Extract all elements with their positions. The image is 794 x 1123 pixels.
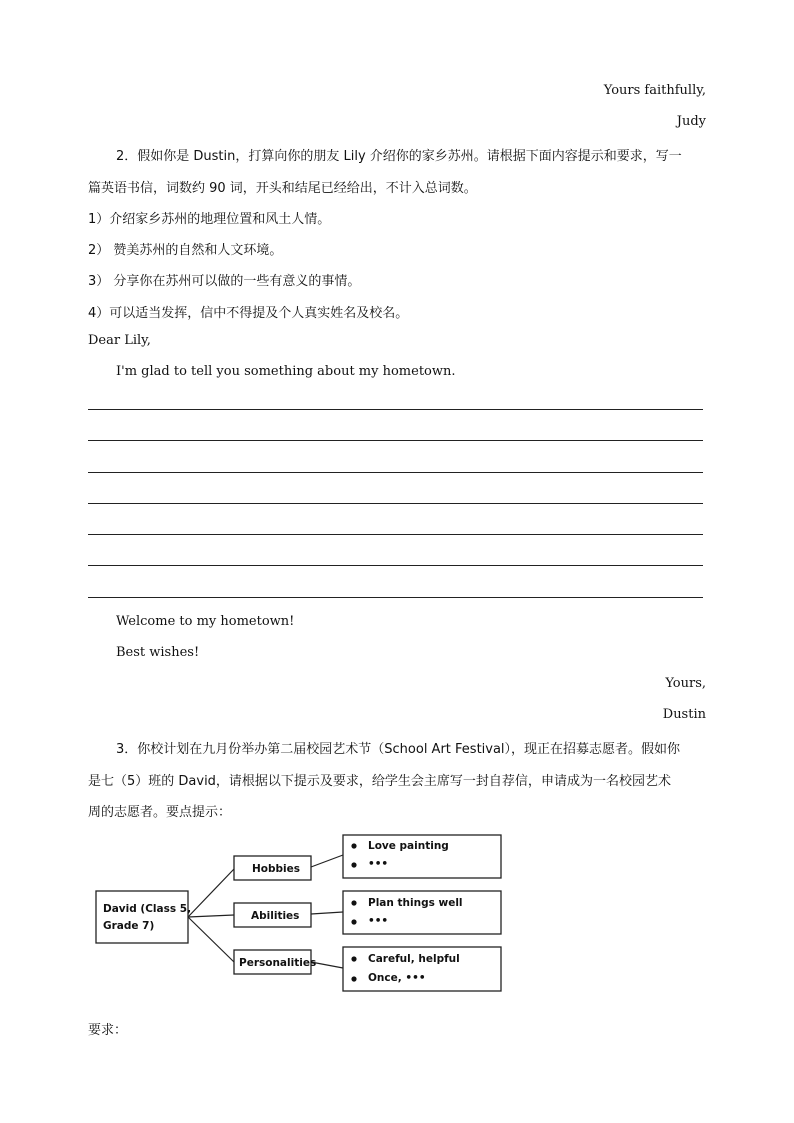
task2-point-3: 3） 分享你在苏州可以做的一些有意义的事情。 bbox=[88, 274, 361, 289]
branch-label-hobbies: Hobbies bbox=[252, 863, 301, 875]
task2-point-4: 4）可以适当发挥，信中不得提及个人真实姓名及校名。 bbox=[88, 306, 409, 321]
detail-item: Plan things well bbox=[368, 897, 463, 909]
letter2-closing-2: Best wishes! bbox=[116, 645, 200, 660]
task2-prompt-line2: 篇英语书信，词数约 90 词，开头和结尾已经给出，不计入总词数。 bbox=[88, 181, 477, 196]
root-label-line2: Grade 7) bbox=[103, 920, 155, 932]
letter1-sign-off: Yours faithfully, bbox=[603, 83, 706, 98]
root-box bbox=[96, 891, 188, 943]
bullet-icon bbox=[351, 900, 356, 905]
letter2-greeting: Dear Lily, bbox=[88, 333, 151, 348]
requirements-label: 要求： bbox=[88, 1023, 128, 1038]
detail-item: Once, ••• bbox=[368, 972, 426, 984]
task2-point-2: 2） 赞美苏州的自然和人文环境。 bbox=[88, 243, 283, 258]
letter2-closing-1: Welcome to my hometown! bbox=[116, 614, 295, 629]
bullet-icon bbox=[351, 956, 356, 961]
bullet-icon bbox=[351, 919, 356, 924]
detail-item: ••• bbox=[368, 858, 389, 870]
task3-prompt-line1: 3．你校计划在九月份举办第二届校园艺术节（School Art Festival），现正在招募志愿者。假如你 bbox=[116, 742, 681, 757]
letter1-name: Judy bbox=[676, 114, 706, 129]
task2-prompt-line1: 2．假如你是 Dustin，打算向你的朋友 Lily 介绍你的家乡苏州。请根据下面内容提示和要求，写一 bbox=[116, 149, 682, 164]
bullet-icon bbox=[351, 862, 356, 867]
task3-prompt-line3: 周的志愿者。要点提示： bbox=[88, 805, 232, 820]
root-label-line1: David (Class 5, bbox=[103, 903, 192, 915]
detail-item: Love painting bbox=[368, 840, 449, 852]
letter2-opening: I'm glad to tell you something about my hometown. bbox=[116, 364, 456, 379]
letter2-name: Dustin bbox=[662, 707, 706, 722]
detail-item: Careful, helpful bbox=[368, 953, 460, 965]
letter2-sign-off: Yours, bbox=[665, 676, 706, 691]
detail-item: ••• bbox=[368, 915, 389, 927]
bullet-icon bbox=[351, 976, 356, 981]
task2-point-1: 1）介绍家乡苏州的地理位置和风土人情。 bbox=[88, 212, 331, 227]
branch-label-abilities: Abilities bbox=[251, 910, 300, 922]
task3-prompt-line2: 是七（5）班的 David，请根据以下提示及要求，给学生会主席写一封自荐信，申请成为一名校园艺术 bbox=[88, 774, 671, 789]
branch-label-personalities: Personalities bbox=[239, 957, 317, 969]
bullet-icon bbox=[351, 843, 356, 848]
